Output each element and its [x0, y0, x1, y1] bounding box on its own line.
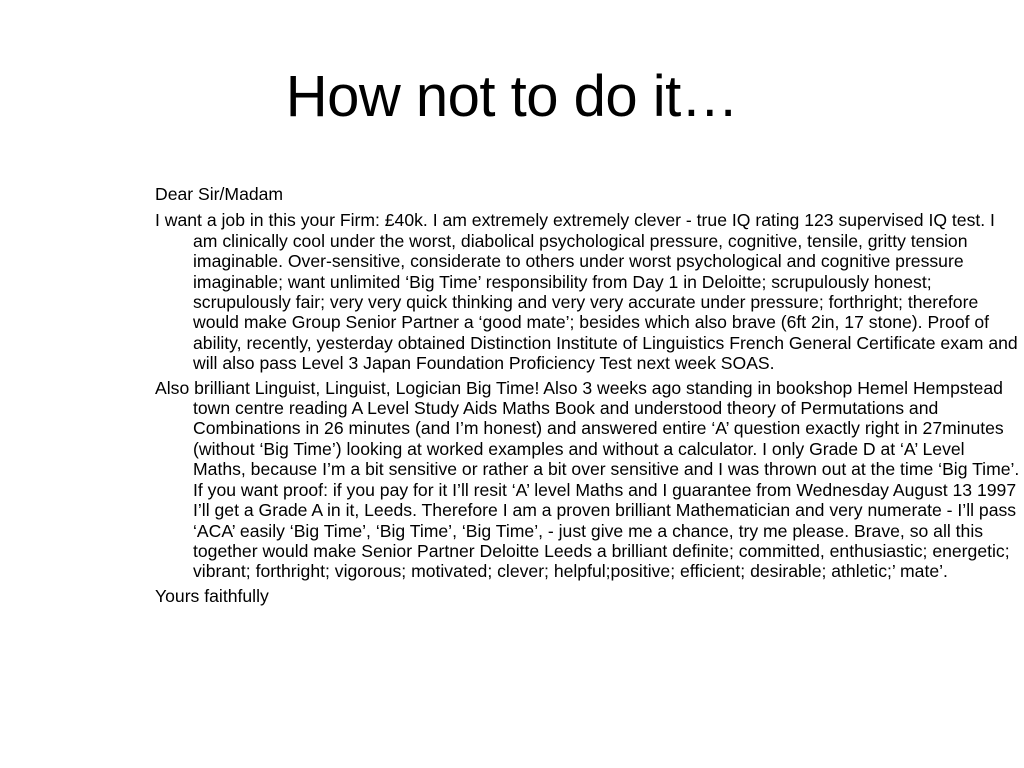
letter-paragraph: I want a job in this your Firm: £40k. I am extremely extremely clever - true IQ rating 123 supervised IQ test. I am clinically cool under the worst, diabolical psychological pressure, cognitive, tensile, gritty tension imaginable. Over-sensitive, considerate to others under worst psychological and cognitive pressure imaginable; want unlimited ‘Big Time’ responsibility from Day 1 in Deloitte; scrupulously honest; scrupulously fair; very very quick thinking and very very accurate under pressure; forthright; therefore would make Group Senior Partner a ‘good mate’; besides which also brave (6ft 2in, 17 stone). Proof of ability, recently, yesterday obtained Distinction Institute of Linguistics French General Certificate exam and will also pass Level 3 Japan Foundation Proficiency Test next week SOAS. [155, 210, 1018, 374]
closing: Yours faithfully [155, 585, 269, 606]
slide-title: How not to do it… [285, 64, 739, 129]
salutation: Dear Sir/Madam [155, 184, 284, 204]
letter-body [155, 184, 1021, 612]
letter-paragraph: Also brilliant Linguist, Linguist, Logician Big Time! Also 3 weeks ago standing in bookshop Hemel Hempstead town centre reading A Level Study Aids Maths Book and understood theory of Permutations and Combinations in 26 minutes (and I’m honest) and answered entire ‘A’ question exactly right in 27minutes (without ‘Big Time’) looking at worked examples and without a calculator. I only Grade D at ‘A’ Level Maths, because I’m a bit sensitive or rather a bit over sensitive and I was thrown out at the time ‘Big Time’. If you want proof: if you pay for it I’ll resit ‘A’ level Maths and I guarantee from Wednesday August 13 1997 I’ll get a Grade A in it, Leeds. Therefore I am a proven brilliant Mathematician and very numerate - I’ll pass ‘ACA’ easily ‘Big Time’, ‘Big Time’, ‘Big Time’, - just give me a chance, try me please. Brave, so all this together would make Senior Partner Deloitte Leeds a brilliant definite; committed, enthusiastic; energetic; vibrant; forthright; vigorous; motivated; clever; helpful;positive; efficient; desirable; athletic;’ mate’. [155, 377, 1020, 582]
